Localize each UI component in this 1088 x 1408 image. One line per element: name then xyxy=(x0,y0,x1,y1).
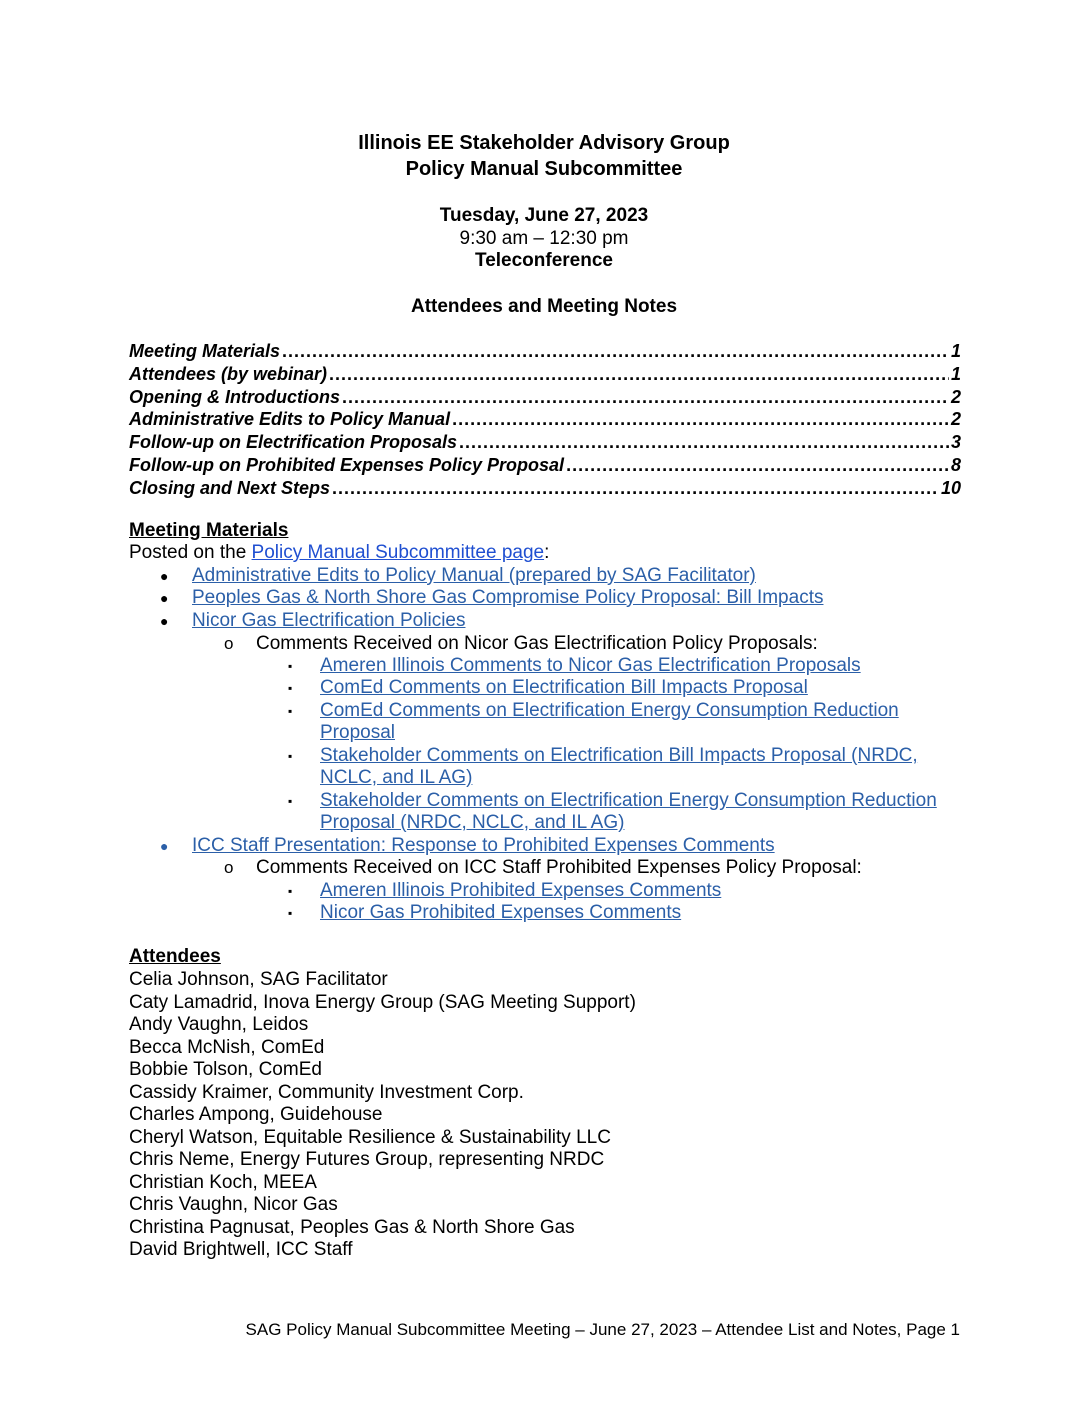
icc-comments-subheading: Comments Received on ICC Staff Prohibited Expenses Policy Proposal: xyxy=(256,857,862,878)
meeting-date: Tuesday, June 27, 2023 xyxy=(439,205,649,226)
comment-link-comed-energy-line1[interactable]: ComEd Comments on Electrification Energy Consumption Reduction xyxy=(320,700,899,721)
comment-link-comed-bill-impacts[interactable]: ComEd Comments on Electrification Bill Impacts Proposal xyxy=(320,677,808,698)
circle-bullet-icon: o xyxy=(224,858,234,877)
comment-link-stakeholder-energy-line1[interactable]: Stakeholder Comments on Electrification Energy Consumption Reduction xyxy=(320,790,937,811)
bullet-dot-icon: ● xyxy=(160,568,169,584)
square-bullet-icon: ▪ xyxy=(288,681,293,695)
comment-link-stakeholder-bill-line2[interactable]: NCLC, and IL AG) xyxy=(320,767,473,788)
comment-link-ameren-nicor[interactable]: Ameren Illinois Comments to Nicor Gas Electrification Proposals xyxy=(320,655,861,676)
table-of-contents xyxy=(129,340,961,500)
toc-entry[interactable]: Attendees (by webinar) ..... 1 xyxy=(129,363,961,386)
comment-link-comed-energy-line2[interactable]: Proposal xyxy=(320,722,395,743)
material-link-nicor-electrification[interactable]: Nicor Gas Electrification Policies xyxy=(192,610,466,631)
material-link-icc-staff[interactable]: ICC Staff Presentation: Response to Prohibited Expenses Comments xyxy=(192,835,775,856)
comment-link-stakeholder-bill-line1[interactable]: Stakeholder Comments on Electrification Bill Impacts Proposal (NRDC, xyxy=(320,745,918,766)
list-item: Bobbie Tolson, ComEd xyxy=(129,1059,322,1080)
bullet-dot-icon: ● xyxy=(160,590,169,606)
page-footer: SAG Policy Manual Subcommittee Meeting – June 27, 2023 – Attendee List and Notes, Page 1 xyxy=(245,1320,960,1339)
meeting-location: Teleconference xyxy=(475,250,613,271)
meeting-materials-heading: Meeting Materials xyxy=(129,520,289,541)
toc-entry[interactable]: Follow-up on Electrification Proposals ..... 3 xyxy=(129,431,961,454)
material-link-admin-edits[interactable]: Administrative Edits to Policy Manual (prepared by SAG Facilitator) xyxy=(192,565,756,586)
toc-entry[interactable]: Follow-up on Prohibited Expenses Policy Proposal ..... 8 xyxy=(129,454,961,477)
toc-entry[interactable]: Meeting Materials ..... 1 xyxy=(129,340,961,363)
square-bullet-icon: ▪ xyxy=(288,884,293,898)
list-item: Christina Pagnusat, Peoples Gas & North Shore Gas xyxy=(129,1216,575,1238)
list-item: Cassidy Kraimer, Community Investment Corp. xyxy=(129,1081,524,1103)
nicor-comments-subheading: Comments Received on Nicor Gas Electrification Policy Proposals: xyxy=(256,633,818,654)
list-item: Andy Vaughn, Leidos xyxy=(129,1014,309,1035)
list-item: Chris Neme, Energy Futures Group, representing NRDC xyxy=(129,1149,605,1170)
square-bullet-icon: ▪ xyxy=(288,704,293,718)
attendee-list xyxy=(129,969,636,1262)
subcommittee-page-link[interactable]: Policy Manual Subcommittee page xyxy=(251,542,545,563)
square-bullet-icon: ▪ xyxy=(288,794,293,808)
document-title-line2: Policy Manual Subcommittee xyxy=(405,158,683,180)
comment-link-stakeholder-energy-line2[interactable]: Proposal (NRDC, NCLC, and IL AG) xyxy=(320,812,625,833)
list-item: Cheryl Watson, Equitable Resilience & Sustainability LLC xyxy=(129,1126,611,1148)
list-item: David Brightwell, ICC Staff xyxy=(129,1239,353,1260)
bullet-dot-icon: ● xyxy=(160,838,169,854)
square-bullet-icon: ▪ xyxy=(288,906,293,920)
toc-entry[interactable]: Administrative Edits to Policy Manual ..... 2 xyxy=(129,408,961,431)
square-bullet-icon: ▪ xyxy=(288,749,293,763)
list-item: Christian Koch, MEEA xyxy=(129,1171,317,1193)
toc-entry[interactable]: Closing and Next Steps ..... 10 xyxy=(129,477,961,500)
document-heading: Attendees and Meeting Notes xyxy=(410,296,678,317)
comment-link-nicor-prohibited[interactable]: Nicor Gas Prohibited Expenses Comments xyxy=(320,902,682,923)
document-title-line1: Illinois EE Stakeholder Advisory Group xyxy=(358,132,730,154)
material-link-peoples-gas[interactable]: Peoples Gas & North Shore Gas Compromise Policy Proposal: Bill Impacts xyxy=(192,587,824,608)
comment-link-ameren-prohibited[interactable]: Ameren Illinois Prohibited Expenses Comments xyxy=(320,880,722,901)
bullet-dot-icon: ● xyxy=(160,613,169,629)
square-bullet-icon: ▪ xyxy=(288,659,293,673)
list-item: Caty Lamadrid, Inova Energy Group (SAG Meeting Support) xyxy=(129,991,636,1013)
list-item: Charles Ampong, Guidehouse xyxy=(129,1104,383,1125)
attendees-heading: Attendees xyxy=(129,946,221,967)
list-item: Chris Vaughn, Nicor Gas xyxy=(129,1194,338,1215)
circle-bullet-icon: o xyxy=(224,634,234,653)
toc-entry[interactable]: Opening & Introductions ..... 2 xyxy=(129,386,961,409)
posted-on-line: Posted on the Policy Manual Subcommittee page: xyxy=(129,542,550,563)
meeting-time: 9:30 am – 12:30 pm xyxy=(459,228,629,249)
list-item: Becca McNish, ComEd xyxy=(129,1036,325,1058)
list-item: Celia Johnson, SAG Facilitator xyxy=(129,969,388,990)
